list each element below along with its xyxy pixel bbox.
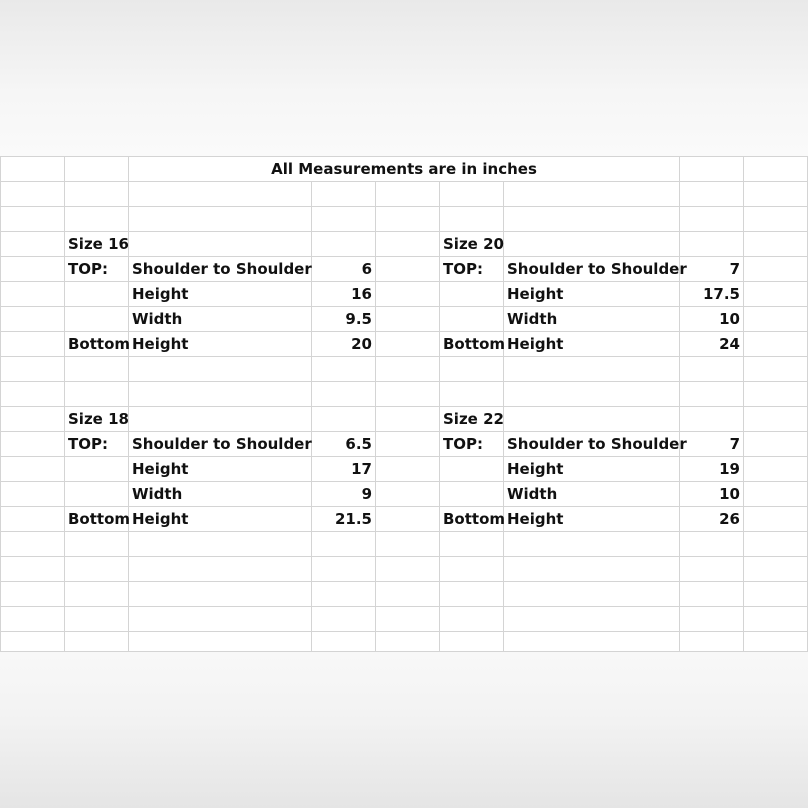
top-label: TOP: xyxy=(68,435,108,453)
measurement-label: Width xyxy=(132,310,183,328)
page-shadow-top xyxy=(0,0,808,156)
measurement-label: Height xyxy=(132,510,189,528)
grid-line xyxy=(0,381,808,382)
measurement-label: Height xyxy=(507,335,564,353)
grid-line xyxy=(0,206,808,207)
sheet-title: All Measurements are in inches xyxy=(271,160,537,178)
measurement-label: Shoulder to Shoulder xyxy=(507,260,687,278)
measurement-value: 24 xyxy=(719,335,740,353)
size-label: Size 18 xyxy=(68,410,129,428)
measurement-value: 21.5 xyxy=(334,510,372,528)
measurement-value: 7 xyxy=(729,435,740,453)
bottom-label: Bottom xyxy=(68,510,131,528)
grid-line xyxy=(0,556,808,557)
measurement-label: Height xyxy=(132,285,189,303)
measurement-value: 6.5 xyxy=(345,435,372,453)
measurement-label: Width xyxy=(132,485,183,503)
measurement-value: 10 xyxy=(719,310,740,328)
measurement-value: 10 xyxy=(719,485,740,503)
bottom-label: Bottom xyxy=(68,335,131,353)
grid-line xyxy=(0,651,808,652)
size-label: Size 22 xyxy=(443,410,504,428)
measurement-label: Height xyxy=(132,460,189,478)
measurement-label: Height xyxy=(132,335,189,353)
top-label: TOP: xyxy=(443,260,483,278)
measurement-value: 7 xyxy=(729,260,740,278)
bottom-label: Bottom xyxy=(443,510,506,528)
grid-line xyxy=(0,606,808,607)
grid-line xyxy=(0,181,808,182)
measurement-label: Width xyxy=(507,485,558,503)
measurement-label: Width xyxy=(507,310,558,328)
size-label: Size 16 xyxy=(68,235,129,253)
page-shadow-bottom xyxy=(0,652,808,808)
measurement-value: 19 xyxy=(719,460,740,478)
measurement-label: Shoulder to Shoulder xyxy=(507,435,687,453)
measurement-label: Shoulder to Shoulder xyxy=(132,435,312,453)
measurement-value: 17 xyxy=(351,460,372,478)
top-label: TOP: xyxy=(443,435,483,453)
measurement-label: Height xyxy=(507,285,564,303)
top-label: TOP: xyxy=(68,260,108,278)
measurement-label: Height xyxy=(507,510,564,528)
size-label: Size 20 xyxy=(443,235,504,253)
measurement-label: Shoulder to Shoulder xyxy=(132,260,312,278)
measurement-value: 9 xyxy=(361,485,372,503)
measurement-value: 26 xyxy=(719,510,740,528)
measurement-value: 20 xyxy=(351,335,372,353)
measurement-value: 17.5 xyxy=(702,285,740,303)
bottom-label: Bottom xyxy=(443,335,506,353)
grid-line xyxy=(0,631,808,632)
spreadsheet-grid xyxy=(0,156,808,652)
grid-line xyxy=(0,531,808,532)
measurement-value: 6 xyxy=(361,260,372,278)
grid-line xyxy=(0,581,808,582)
measurement-value: 9.5 xyxy=(345,310,372,328)
measurement-label: Height xyxy=(507,460,564,478)
grid-line xyxy=(0,356,808,357)
measurement-value: 16 xyxy=(351,285,372,303)
